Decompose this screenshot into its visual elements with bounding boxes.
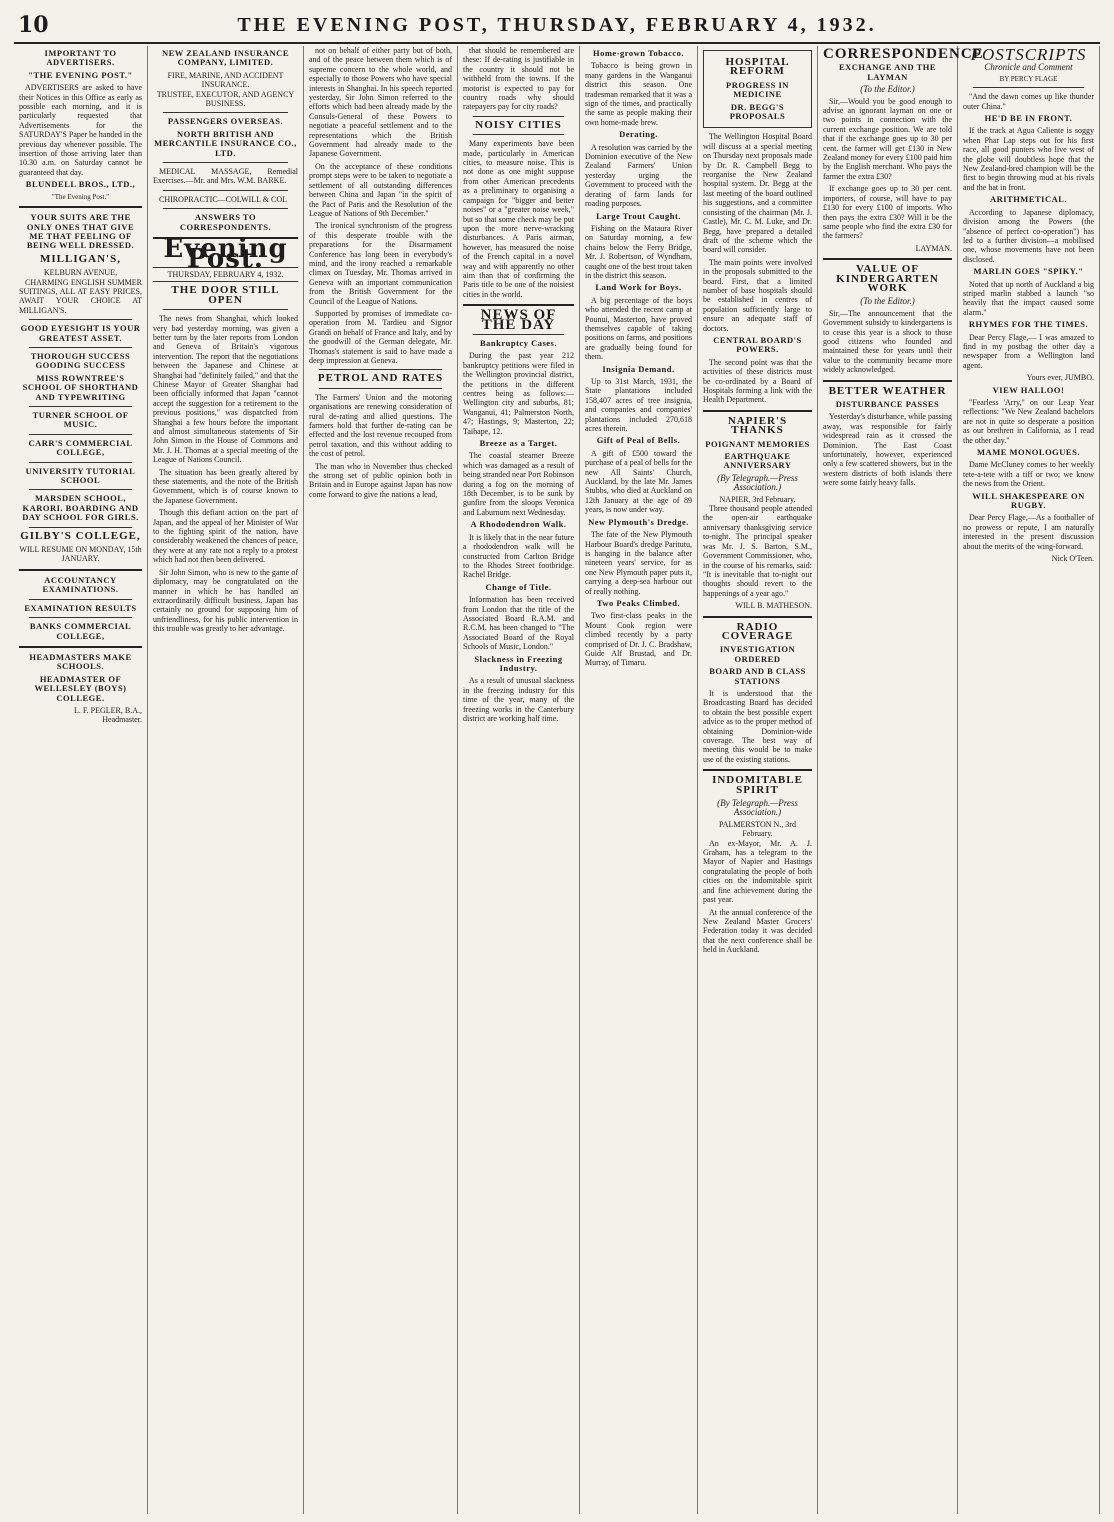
napier-sub: POIGNANT MEMORIES xyxy=(705,438,810,449)
hospital-headline-box xyxy=(703,50,812,128)
news-item-heading: Land Work for Boys. xyxy=(595,282,682,293)
news-item-heading: Breeze as a Target. xyxy=(479,438,558,449)
correspondence-sub: EXCHANGE AND THE LAYMAN xyxy=(838,62,937,82)
editorial-continued: not on behalf of either party but of both, and of the peace between them which is of supreme concern to the whole world, and especially to those Powers who have special interests in Shanghai. In his speech reported yesterday, Sir John Simon referred to the efforts which had been already made by the Consuls-General of these Powers to negotiate a peaceful settlement and to the representations which the British Government had already made to the Japanese Government. xyxy=(309,46,452,159)
news-item-body: As a result of unusual slackness in the freezing industry for this time of the year, many of the freezing works in the Canterbury district are working half time. xyxy=(463,676,574,723)
postscripts-paragraph: "Fearless 'Arry," on our Leap Year reflections: "We New Zealand bachelors are not in quite so desperate a position as our brethren in California, as I read the other day." xyxy=(963,398,1094,445)
milligan-body: CHARMING ENGLISH SUMMER SUITINGS, ALL AT EASY PRICES, AWAIT YOUR CHOICE AT MILLIGAN'S. xyxy=(19,277,142,315)
radio-sub: INVESTIGATION ORDERED xyxy=(719,644,796,664)
blundell-sub: "The Evening Post." xyxy=(51,192,110,201)
divider xyxy=(163,190,288,191)
weather-title: BETTER WEATHER xyxy=(828,384,947,397)
divider xyxy=(29,319,132,320)
divider xyxy=(163,208,288,209)
news-item-body: A gift of £500 toward the purchase of a peal of bells for the new All Saints' Church, Auckland, by the late Mr. James Stubbs, who died at Auckland on 12th January at the age of 89 years, is now under way. xyxy=(585,448,692,515)
correspondence-paragraph: Sir,—Would you be good enough to advise an ignorant layman on one or two points in connection with the current exchange position. We are told that if the exchange goes up to 30 per cent. the farmer will get £130 in New Zealand money for every £100 paid him by the English merchant. Who pays the farmer the extra £30? xyxy=(823,96,952,181)
postscripts-column xyxy=(958,46,1100,1514)
kindergarten-paragraph: Sir,—The announcement that the Government subsidy to kindergartens is to cease this year is a shock to those good citizens who founded and maintained these for years until their value to the community became more widely acknowledged. xyxy=(823,308,952,375)
editorial-continued: The ironical synchronism of the progress of this desperate trouble with the preparations for the Disarmament Conference has long been in everybody's mind, and the irony reached a remarkable climax on Tuesday, Mr. Thomas arrived in Geneva with an important communication from the British Government for the Council of the League of Nations. xyxy=(309,221,452,306)
marsden-ad: MARSDEN SCHOOL, KARORI. BOARDING AND DAY SCHOOL FOR GIRLS. xyxy=(22,493,139,523)
postscripts-byline: BY PERCY FLAGE xyxy=(999,74,1058,83)
column-3 xyxy=(304,46,458,1514)
hospital-paragraph: The Wellington Hospital Board will discuss at a special meeting on Thursday next proposals made by Dr. R. Campbell Begg to reorganise the New Zealand hospital system. Dr. Begg at the last meeting of the board outlined his suggestions, and a committee consisting of the chairman (Mr. J. Castle), Mr. C. M. Luke, and Dr. Begg, have prepared a detailed draft of the scheme which the board will consider. xyxy=(703,132,812,255)
news-item-heading: Slackness in Freezing Industry. xyxy=(474,653,563,673)
editorial-paragraph: The news from Shanghai, which looked very bad yesterday morning, was given a better turn by the later reports from London and Geneva of Britain's vigorous intervention. The report that the negotiations between the Japanese and Chinese at Shanghai had "definitely failed," and that the Chinese Mayor of Greater Shanghai had been officially informed that Japan "cannot accept the suggestion for a retirement to the previous positions," was dispatched from Shanghai a few hours before the important and almost simultaneous statements of Sir John Simon in the House of Commons and Mr. J. H. Thomas at a special meeting of the League of Nations Council. xyxy=(153,314,298,465)
napier-sub2: EARTHQUAKE ANNIVERSARY xyxy=(723,451,792,471)
indomitable-paragraph: An ex-Mayor, Mr. A. J. Graham, has a telegram to the Mayor of Napier and Hastings congratulating the people of both cities on the indomitable spirit and fine achievement during the past year. xyxy=(703,838,812,905)
postscripts-signature: Nick O'Teen. xyxy=(1051,554,1094,564)
divider xyxy=(19,206,142,208)
postscripts-subtitle: Chronicle and Comment xyxy=(984,62,1073,73)
postscripts-paragraph: Dear Percy Flage,—As a footballer of no prowess or repute, I am naturally interested in the present discussion about the merits of the wing-forward. xyxy=(963,513,1094,551)
news-item-body: A resolution was carried by the Dominion executive of the New Zealand Farmers' Union yesterday urging the Government to proceed with the derating of farm lands for roading purposes. xyxy=(585,142,692,209)
milligan-title: MILLIGAN'S, xyxy=(40,252,121,265)
news-item-body: During the past year 212 bankruptcy petitions were filed in the Wellington provincial district, the petitions in the different centres being as follows:— Wellington city and suburbs, 81; Wanganui, 41; Palmerston North, 47; Hastings, 9; Masterton, 22; Taihape, 12. xyxy=(463,351,574,436)
news-item-heading: New Plymouth's Dredge. xyxy=(588,516,689,527)
divider xyxy=(473,334,564,335)
trustee-line: TRUSTEE, EXECUTOR, AND AGENCY BUSINESS. xyxy=(156,89,295,109)
news-item-heading: Bankruptcy Cases. xyxy=(480,337,557,348)
postscripts-heading: ARITHMETICAL. xyxy=(989,194,1068,205)
divider xyxy=(29,462,132,463)
correspondence-to-editor: (To the Editor.) xyxy=(860,84,915,95)
news-item-heading: Large Trout Caught. xyxy=(596,210,681,221)
north-british-title: NORTH BRITISH AND MERCANTILE INSURANCE CO., LTD. xyxy=(154,128,297,158)
editorial-paragraph: The situation has been greatly altered by these statements, and the note of the British Government, which is of course known to the Japanese Government. xyxy=(153,467,298,505)
suits-headline: YOUR SUITS ARE THE ONLY ONES THAT GIVE ME THAT FEELING OF BEING WELL DRESSED. xyxy=(26,212,135,251)
medical-ad: MEDICAL MASSAGE, Remedial Exercises.—Mr. and Mrs. W.M. BARKE. xyxy=(153,167,298,186)
turner-ad: TURNER SCHOOL OF MUSIC. xyxy=(32,410,129,430)
news-item-heading: A Rhododendron Walk. xyxy=(470,519,567,530)
news-item-body: Up to 31st March, 1931, the State plantations included 158,407 acres of tree insignia, and companies and companies' plantations included 270,618 acres therein. xyxy=(585,377,692,434)
radio-paragraph: It is understood that the Broadcasting Board has decided to obtain the best possible expert advice as to the proper method of obtaining Dominion-wide coverage. The best way of meeting this would be to make use of the existing stations. xyxy=(703,688,812,764)
wellesley-title: HEADMASTER OF WELLESLEY (BOYS) COLLEGE. xyxy=(34,673,127,703)
postscripts-paragraph: Dear Percy Flage,— I was amazed to find in my postbag the other day a newspaper from a Wellington land agent. xyxy=(963,332,1094,370)
nz-insurance-sub: FIRE, MARINE, AND ACCIDENT INSURANCE. xyxy=(167,70,284,90)
news-item-body: It is likely that in the near future a rhododendron walk will be constructed from Carlton Bridge to the Rhodes Street footbridge. Rachel Bridge. xyxy=(463,532,574,580)
hospital-sub2: DR. BEGG'S PROPOSALS xyxy=(729,101,786,122)
news-item-body: Fishing on the Mataura River on Saturday morning, a few chains below the Ferry Bridge, Mr. J. Robertson, of Wyndham, caught one of the best trout taken in the district this season. xyxy=(585,223,692,280)
divider xyxy=(823,380,952,382)
divider xyxy=(703,769,812,771)
petrol-continued: that should be remembered are these: If de-rating is justifiable in the country it should not be withheld from the towns. If the motorist is expected to pay for country roads why should ratepayers pay for city roads? xyxy=(463,46,574,112)
masthead: THE EVENING POST, THURSDAY, FEBRUARY 4, 1932. xyxy=(237,14,877,36)
postscripts-title: POSTSCRIPTS xyxy=(970,45,1087,64)
weather-paragraph: Yesterday's disturbance, while passing away, was responsible for fairly widespread rain as it crossed the Dominion. The East Coast unfortunately, however, experienced only a few scattered showers, but in the western districts of both islands there were some fairly heavy falls. xyxy=(823,412,952,488)
divider xyxy=(163,162,288,163)
postscripts-paragraph: Noted that up north of Auckland a big striped marlin stabbed a launch "so heavily that the impact caused some alarm." xyxy=(963,279,1094,317)
radio-sub2: BOARD AND B CLASS STATIONS xyxy=(709,666,806,686)
news-item-body: Two first-class peaks in the Mount Cook region were climbed recently by a party comprised of Dr. J. C. Bradshaw, Guide Alf Brustad, and Dr. Murray, of Timaru. xyxy=(585,611,692,668)
chiropractic-ad: CHIROPRACTIC—COLWILL & COL xyxy=(159,194,287,204)
divider xyxy=(473,116,564,117)
news-item-heading: Home-grown Tobacco. xyxy=(592,48,685,58)
divider xyxy=(703,410,812,412)
passengers-title: PASSENGERS OVERSEAS. xyxy=(167,116,284,127)
divider xyxy=(163,309,288,310)
divider xyxy=(973,87,1084,88)
central-board-heading: CENTRAL BOARD'S POWERS. xyxy=(713,334,802,355)
indomitable-paragraph: At the annual conference of the New Zealand Master Grocers' Federation today it was decided that the next conference shall be held in Auckland. xyxy=(703,907,812,955)
correspondence-column-main xyxy=(818,46,984,1514)
postscripts-heading: VIEW HALLOO! xyxy=(992,384,1065,395)
divider xyxy=(29,434,132,435)
petrol-paragraph: The Farmers' Union and the motoring organisations are renewing consideration of rural de-rating and allied questions. The farmers hold that further de-rating can be effected and the lost revenue recouped from petrol taxation, and this without adding to the cost of petrol. xyxy=(309,392,452,459)
kindergarten-to-editor: (To the Editor.) xyxy=(860,296,915,307)
page-header xyxy=(14,8,1100,44)
advertisers-notice-body: ADVERTISERS are asked to have their Notices in this Office as early as possible each morning, and it is particularly requested that Advertisements for the SATURDAY'S Paper be handed in the previous day whenever possible. The insertion of those arriving later than 10.30 a.m. on Saturday cannot be guaranteed that day. xyxy=(19,83,142,177)
column-2 xyxy=(148,46,304,1514)
postscripts-heading: RHYMES FOR THE TIMES. xyxy=(968,319,1089,330)
editorial-paragraph: Though this defiant action on the part of Japan, and the appeal of her Minister of War to the fighting spirit of the nation, have considerably weakened the chances of peace, they were at any rate not a reply to a protest which had not then been delivered. xyxy=(153,508,298,565)
petrol-paragraph: The man who in November thus checked the strong set of public opinion both in Britain and in Europe against Japan has now come forward to give the nations a lead, xyxy=(309,461,452,499)
postscripts-paragraph: According to Japanese diplomacy, division among the Powers (the "absence of perfect co-operation") has led to a further division—a mobilised one, whose movements have not been disclosed. xyxy=(963,207,1094,264)
postscripts-heading: MARLIN GOES "SPIKY." xyxy=(973,266,1084,277)
headmasters-title: HEADMASTERS MAKE SCHOOLS. xyxy=(29,651,132,672)
banks-college: BANKS COMMERCIAL COLLEGE, xyxy=(29,621,132,641)
divider xyxy=(473,134,564,135)
napier-signature: WILL B. MATHESON. xyxy=(735,601,812,611)
evening-post-logo: Evening Post. xyxy=(163,234,288,274)
correspondence-signature: LAYMAN. xyxy=(915,243,952,253)
hospital-title: HOSPITAL REFORM xyxy=(725,56,790,78)
carrs-ad: CARR'S COMMERCIAL COLLEGE, xyxy=(28,437,133,458)
petrol-title: PETROL AND RATES xyxy=(317,372,444,385)
pegler-signature: L. F. PEGLER, B.A., xyxy=(73,705,142,715)
noisy-cities-paragraph: Many experiments have been made, particularly in American cities, to measure noise. This is not done as one might suppose from other American precedents as a preliminary to organising a campaign for "bigger and better noises" or a "greater noise week," but so that some check may be put upon the more nerve-wracking disturbances. A Paris airman, however, has measured the noise of the French capital in a novel way and with apparently no other aim than that of confirming the Paris title to be one of the noisiest cities in the world. xyxy=(463,139,574,299)
news-item-heading: Two Peaks Climbed. xyxy=(596,597,681,608)
divider xyxy=(319,369,442,370)
news-of-the-day-title: NEWS OF THE DAY xyxy=(480,307,557,333)
radio-title: RADIO COVERAGE xyxy=(721,620,794,642)
postscripts-signature: Yours ever, JUMBO. xyxy=(1026,373,1094,383)
postscripts-heading: HE'D BE IN FRONT. xyxy=(984,113,1073,124)
news-item-heading: Gift of Peal of Bells. xyxy=(596,435,681,446)
correspondence-title: CORRESPONDENCE xyxy=(823,46,984,62)
indomitable-title: INDOMITABLE SPIRIT xyxy=(712,774,803,796)
news-item-body: A big percentage of the boys who attended the recent camp at Pounui, Masterton, have proved themselves capable of taking positions on farms, and positions are gradually being found for them. xyxy=(585,295,692,362)
indomitable-place: PALMERSTON N., 3rd February. xyxy=(719,819,796,839)
napier-title: NAPIER'S THANKS xyxy=(727,414,788,437)
gilbys-open: WILL RESUME ON MONDAY, 15th JANUARY. xyxy=(19,545,142,564)
news-item-heading: Derating. xyxy=(619,129,658,140)
napier-dateline: (By Telegraph.—Press Association.) xyxy=(717,472,798,493)
divider xyxy=(163,112,288,113)
napier-paragraph: Three thousand people attended the open-air earthquake anniversary thanksgiving service to-night. The principal speaker was Mr. J. S. Barton, S.M., Government Commissioner, who, in the course of his remarks, said: "It is inevitable that to-night our thoughts should revert to the happenings of a year ago." xyxy=(703,504,812,598)
indomitable-dateline: (By Telegraph.—Press Association.) xyxy=(717,798,798,818)
divider xyxy=(29,347,132,348)
university-ad: UNIVERSITY TUTORIAL SCHOOL xyxy=(25,465,136,486)
divider xyxy=(19,569,142,571)
gilbys-title: GILBY'S COLLEGE, xyxy=(20,529,141,542)
column-1 xyxy=(14,46,148,1514)
editorial-continued: Supported by promises of immediate co-operation from M. Tardieu and Signor Grandi on behalf of France and Italy, and by the goodwill of the German delegate, Mr. Thomas's statement is said to have made a deep impression at Geneva. xyxy=(309,308,452,365)
noisy-cities-title: NOISY CITIES xyxy=(475,118,562,131)
hospital-paragraph: The second point was that the activities of these districts must be co-ordinated by a Board of Hospitals forming a link with the Health Department. xyxy=(703,357,812,405)
advertisers-notice-title: IMPORTANT TO ADVERTISERS. xyxy=(44,48,117,68)
news-item-heading: Insignia Demand. xyxy=(602,363,675,374)
hospital-sub: PROGRESS IN MEDICINE xyxy=(726,79,789,100)
divider xyxy=(19,646,142,648)
news-item-body: The fate of the New Plymouth Harbour Board's dredge Paritutu, is hanging in the balance after nineteen years' service, for as one New Plymouth paper puts it, carrying a deep-sea harbour out of really nothing. xyxy=(585,530,692,596)
postscripts-paragraph: "And the dawn comes up like thunder outer China." xyxy=(963,92,1094,111)
page-number: 10 xyxy=(18,12,49,38)
eyesight-ad: GOOD EYESIGHT IS YOUR GREATEST ASSET. xyxy=(20,323,141,343)
column-4 xyxy=(458,46,580,1514)
postscripts-paragraph: Dame McCluney comes to her weekly tete-a-tete with a tiff or two; we know the news from the Orient. xyxy=(963,460,1094,489)
divider xyxy=(29,599,132,600)
correspondence-paragraph: If exchange goes up to 30 per cent. importers, of course, will have to pay £130 for every £100 of imports. Who then pays the extra £30? Will it be the same people who find the extra £30 for the farmers? xyxy=(823,184,952,241)
divider xyxy=(29,617,132,618)
answers-title: ANSWERS TO CORRESPONDENTS. xyxy=(179,212,272,232)
editorial-title: THE DOOR STILL OPEN xyxy=(171,284,280,306)
divider xyxy=(29,489,132,490)
blundell-ad: BLUNDELL BROS., LTD., xyxy=(25,179,136,190)
divider xyxy=(463,304,574,306)
advertisers-notice-sub: "THE EVENING POST." xyxy=(28,69,133,80)
editorial-dateline: THURSDAY, FEBRUARY 4, 1932. xyxy=(153,267,298,282)
postscripts-heading: MAME MONOLOGUES. xyxy=(977,447,1080,458)
weather-sub: DISTURBANCE PASSES xyxy=(835,399,940,409)
divider xyxy=(29,406,132,407)
column-6 xyxy=(698,46,818,1514)
napier-place: NAPIER, 3rd February. xyxy=(719,494,796,504)
divider xyxy=(703,616,812,618)
column-5 xyxy=(580,46,698,1514)
nz-insurance-title: NEW ZEALAND INSURANCE COMPANY, LIMITED. xyxy=(161,48,289,68)
editorial-paragraph: Sir John Simon, who is new to the game of diplomacy, may be congratulated on the manner in which he has handled an extraordinarily difficult business. Japan has certainly no ground for supposing him of unfriendliness, for his public intervention in this trouble was greatly to her advantage. xyxy=(153,567,298,634)
divider xyxy=(319,388,442,389)
exam-results-title: EXAMINATION RESULTS xyxy=(24,602,137,613)
pegler-role: Headmaster. xyxy=(102,715,142,725)
news-item-body: The coastal steamer Breeze which was damaged as a result of being stranded near Port Robinson during a fog on the morning of 18th December, is to be sunk by gunfire from the sloops Veronica and Laburnum next Wednesday. xyxy=(463,451,574,517)
rowntree-ad: MISS ROWNTREE'S SCHOOL OF SHORTHAND AND TYPEWRITING xyxy=(22,372,139,402)
milligan-sub: KELBURN AVENUE, xyxy=(43,268,118,278)
news-item-body: Information has been received from London that the title of the Associated Board R.A.M. and R.C.M. has been changed to "The Associated Board of the Royal Schools of Music, London." xyxy=(463,595,574,652)
news-item-body: Tobacco is being grown in many gardens in the Wanganui district this season. One tradesman remarked that it was a sign of the times, and practically the same as people making their own home-made brew. xyxy=(585,61,692,127)
thorough-ad: THOROUGH SUCCESS GOODING SUCCESS xyxy=(30,350,131,371)
divider xyxy=(823,258,952,260)
divider xyxy=(29,527,132,528)
accountancy-title: ACCOUNTANCY EXAMINATIONS. xyxy=(42,574,119,595)
postscripts-heading: WILL SHAKESPEARE ON RUGBY. xyxy=(972,490,1085,511)
news-item-heading: Change of Title. xyxy=(485,581,552,592)
hospital-paragraph: The main points were involved in the proposals submitted to the board. First, that a limited number of base hospitals should be established in centres of population sufficiently large to ensure an adequate staff of doctors. xyxy=(703,257,812,333)
editorial-continued: On the acceptance of these conditions prompt steps were to be taken to negotiate a settlement of all outstanding differences between China and Japan "in the spirit of the Pact of Paris and the Resolution of the League of Nations of 9th December." xyxy=(309,161,452,218)
postscripts-paragraph: If the track at Agua Caliente is soggy when Phar Lap steps out for his first race, all good punters who live west of the globe will doubtless hope that the New Zealand-bred champion will be the first to begin throwing mud at his rivals and the hat in front. xyxy=(963,126,1094,192)
kindergarten-title: VALUE OF KINDERGARTEN WORK xyxy=(836,263,939,294)
